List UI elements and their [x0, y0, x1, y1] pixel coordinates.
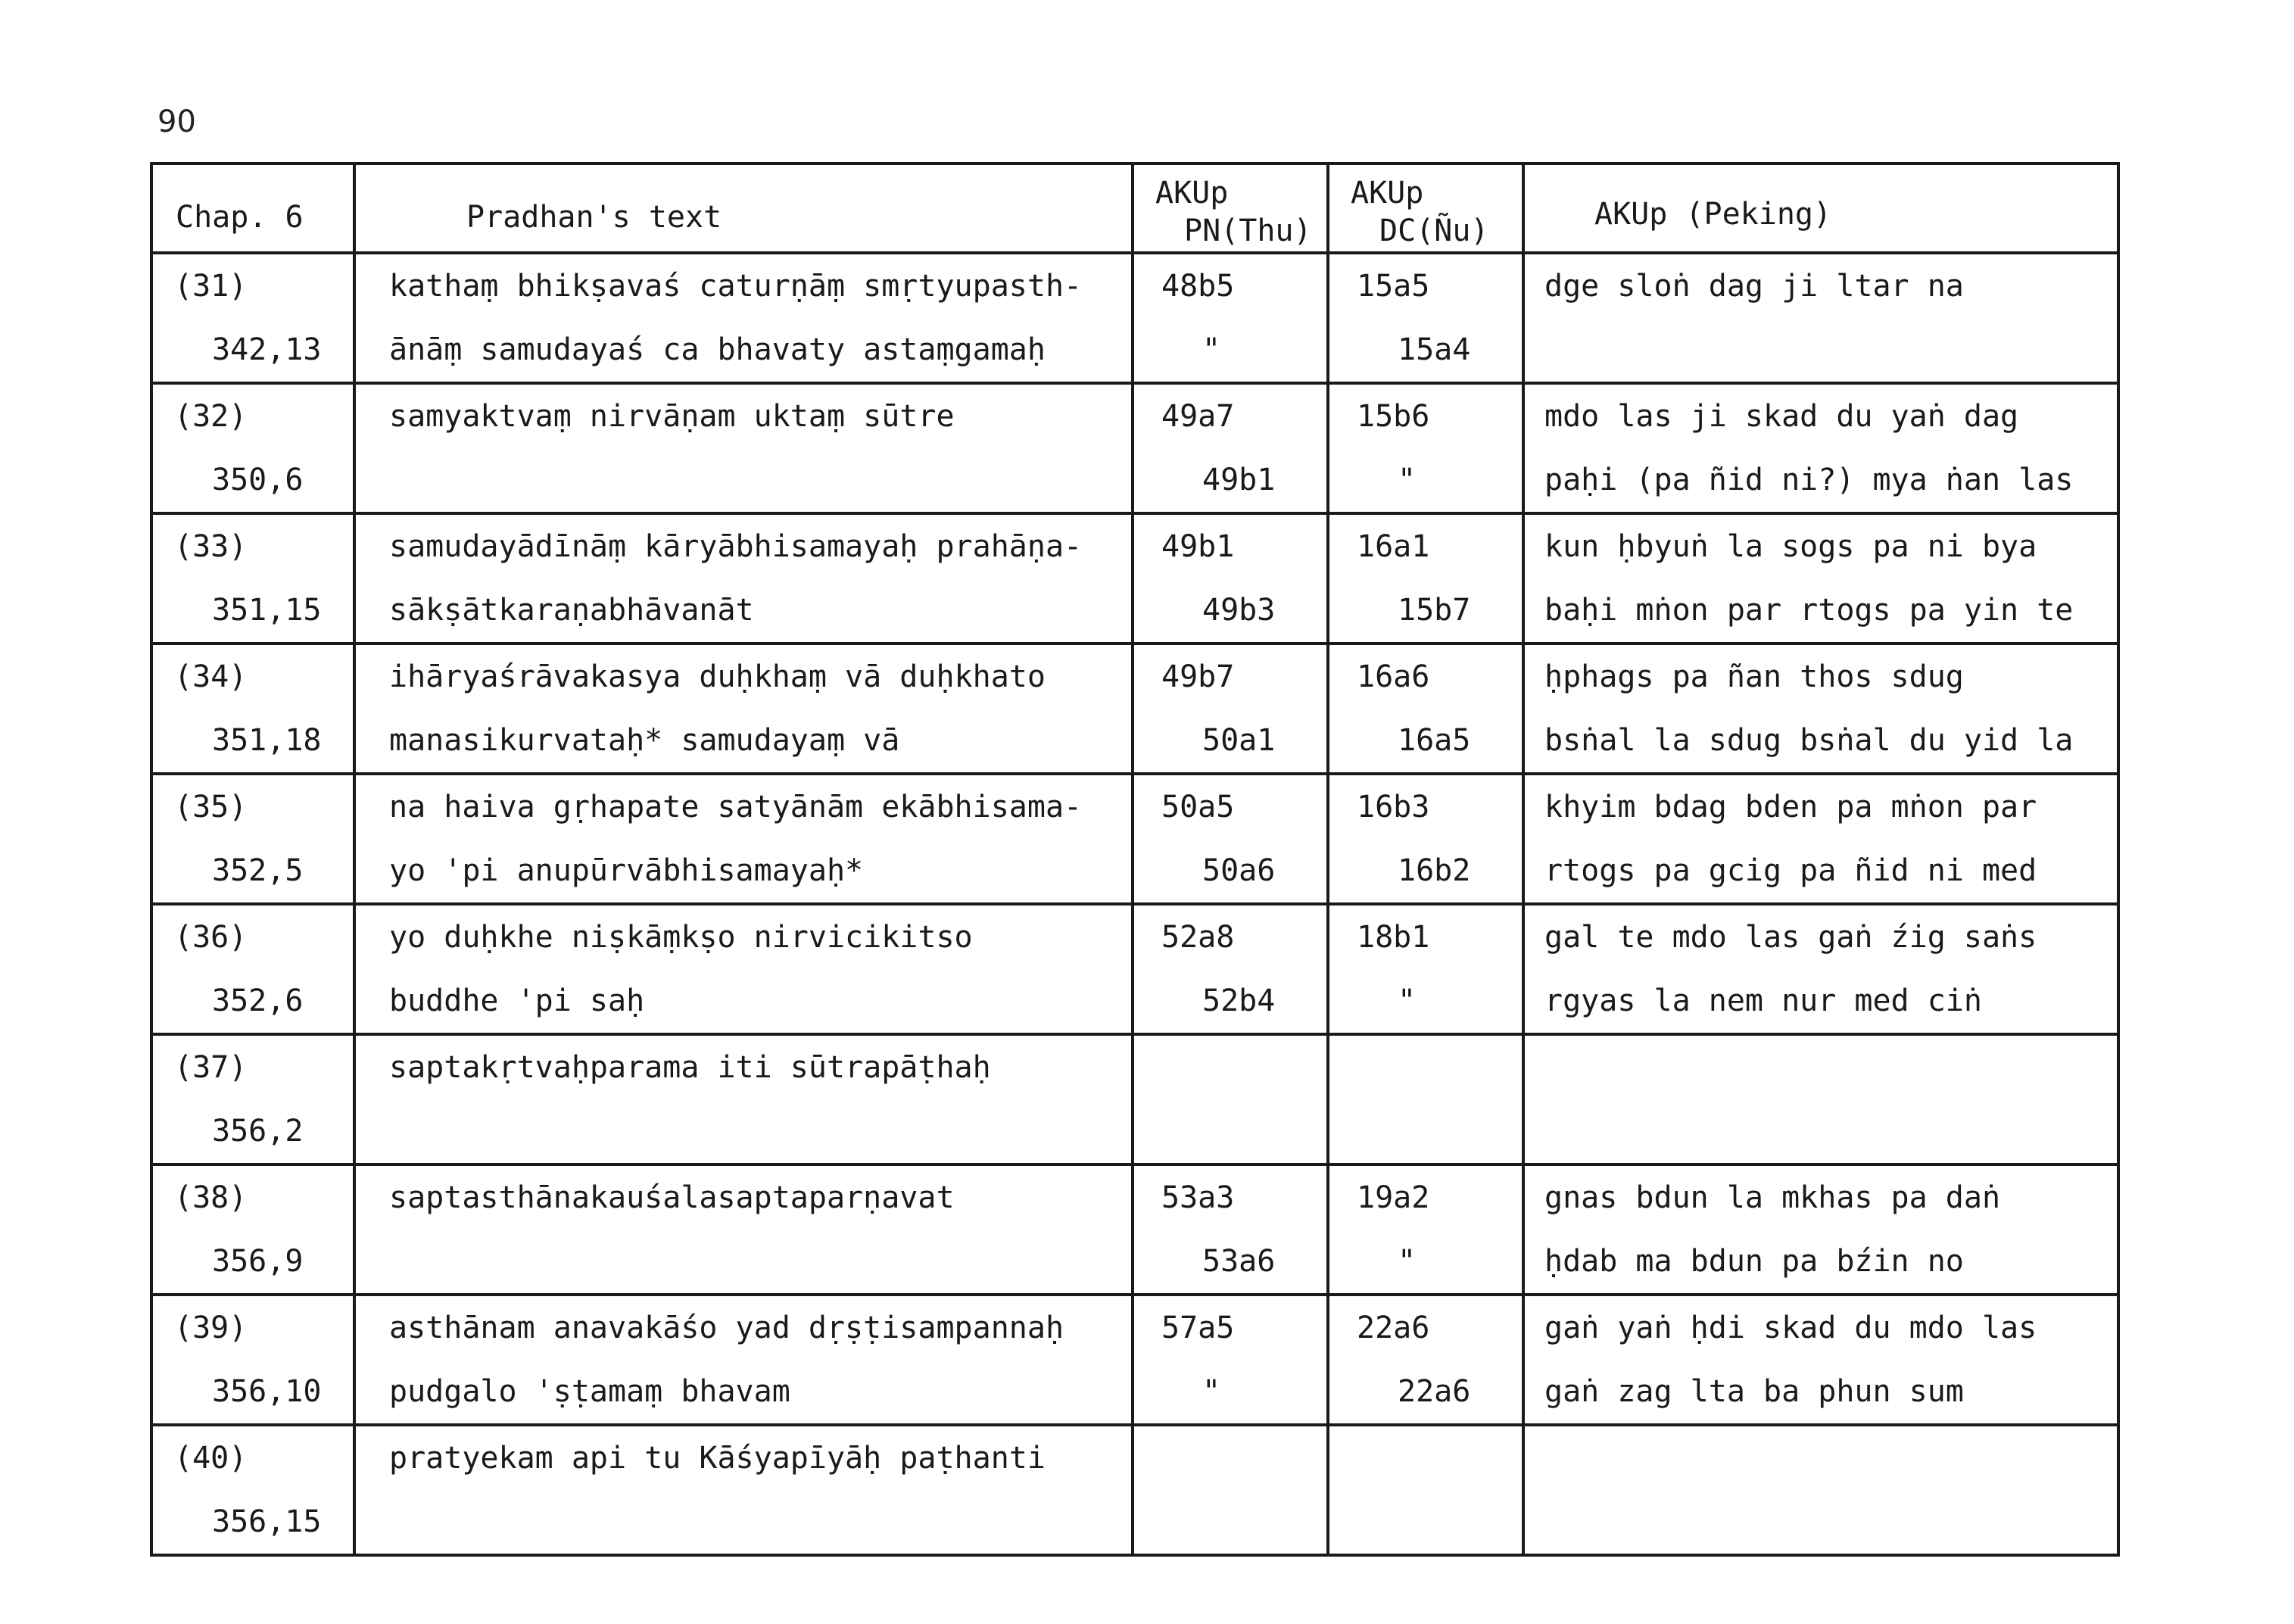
pradhan-text-line: na haiva gṛhapate satyānām ekābhisama-	[389, 790, 1083, 824]
page-reference: 356,9	[212, 1244, 304, 1279]
dc-folio: 22a6	[1398, 1374, 1471, 1409]
pradhan-text-cell	[354, 383, 1133, 513]
page-reference: 351,18	[212, 723, 322, 758]
pn-cell	[1133, 1295, 1328, 1425]
dc-folio: 16a1	[1357, 529, 1430, 564]
chapter-cell	[151, 904, 354, 1034]
dc-cell	[1328, 253, 1523, 383]
page-number: 90	[157, 104, 196, 139]
pn-folio: "	[1202, 332, 1221, 367]
header-dc	[1329, 165, 1522, 250]
chapter-cell	[151, 1425, 354, 1555]
pradhan-text-line	[356, 1230, 1131, 1293]
peking-cell	[1523, 253, 2118, 383]
entry-number: (39)	[174, 1311, 248, 1345]
chapter-cell	[151, 1295, 354, 1425]
dc-cell	[1328, 774, 1523, 904]
chapter-cell	[151, 644, 354, 774]
pradhan-text-cell	[354, 644, 1133, 774]
chapter-cell	[151, 774, 354, 904]
pradhan-text-line: samyaktvaṃ nirvāṇam uktaṃ sūtre	[389, 399, 955, 434]
pradhan-text-line: yo duḥkhe niṣkāṃkṣo nirvicikitso	[389, 920, 973, 955]
pradhan-text-line: samudayādīnāṃ kāryābhisamayaḥ prahāṇa-	[389, 529, 1083, 564]
peking-text-line: ḥphags pa ñan thos sdug	[1544, 659, 1964, 694]
peking-cell	[1523, 513, 2118, 644]
peking-cell	[1523, 1164, 2118, 1295]
page-reference: 342,13	[212, 332, 322, 367]
table-row	[151, 383, 2118, 513]
pn-folio: 49b7	[1161, 659, 1235, 694]
dc-folio: "	[1398, 983, 1417, 1018]
pradhan-text-line: kathaṃ bhikṣavaś caturṇāṃ smṛtyupasth-	[389, 269, 1083, 304]
pn-folio: 49b1	[1202, 463, 1276, 497]
header-pn-cell	[1133, 164, 1328, 253]
table-row	[151, 904, 2118, 1034]
chapter-cell	[151, 1164, 354, 1295]
pn-folio: 53a6	[1202, 1244, 1276, 1279]
dc-folio: "	[1398, 463, 1417, 497]
header-chap: Chap. 6	[176, 200, 304, 235]
table-row	[151, 774, 2118, 904]
chapter-cell	[151, 383, 354, 513]
pn-cell	[1133, 1164, 1328, 1295]
pradhan-text-line: buddhe 'pi saḥ	[389, 983, 645, 1018]
pn-folio: 50a1	[1202, 723, 1276, 758]
pradhan-text-cell	[354, 774, 1133, 904]
peking-text-line: khyim bdag bden pa mṅon par	[1544, 790, 2037, 824]
pradhan-text-line	[356, 448, 1131, 512]
dc-cell	[1328, 904, 1523, 1034]
dc-folio	[1329, 1099, 1522, 1163]
peking-text-line: paḥi (pa ñid ni?) mya ṅan las	[1544, 463, 2074, 497]
entry-number: (35)	[174, 790, 248, 824]
dc-folio: 15a5	[1357, 269, 1430, 304]
dc-folio: 15a4	[1398, 332, 1471, 367]
entry-number: (40)	[174, 1441, 248, 1476]
peking-text-line: dge sloṅ dag ji ltar na	[1544, 269, 1964, 304]
page-reference: 350,6	[212, 463, 304, 497]
pradhan-text-cell	[354, 253, 1133, 383]
table-row	[151, 1425, 2118, 1555]
pn-folio	[1134, 1099, 1326, 1163]
pn-folio: 49b1	[1161, 529, 1235, 564]
peking-text-line: kun ḥbyuṅ la sogs pa ni bya	[1544, 529, 2037, 564]
peking-text-line: gaṅ zag lta ba phun sum	[1544, 1374, 1964, 1409]
header-peking-cell	[1523, 164, 2118, 253]
pn-folio: 52a8	[1161, 920, 1235, 955]
page-reference: 356,15	[212, 1504, 322, 1539]
dc-folio: 15b6	[1357, 399, 1430, 434]
header-text: Pradhan's text	[466, 200, 722, 235]
dc-folio: 16a6	[1357, 659, 1430, 694]
pn-cell	[1133, 383, 1328, 513]
table-row	[151, 1295, 2118, 1425]
pn-folio: 50a5	[1161, 790, 1235, 824]
pn-folio: 52b4	[1202, 983, 1276, 1018]
dc-cell	[1328, 513, 1523, 644]
chapter-cell	[151, 1034, 354, 1164]
peking-cell	[1523, 1295, 2118, 1425]
pn-folio	[1134, 1036, 1326, 1099]
pn-folio: "	[1202, 1374, 1221, 1409]
dc-cell	[1328, 1425, 1523, 1555]
pn-folio: 57a5	[1161, 1311, 1235, 1345]
dc-folio: 22a6	[1357, 1311, 1430, 1345]
pradhan-text-line: saptasthānakauśalasaptaparṇavat	[389, 1180, 955, 1215]
pn-folio: 53a3	[1161, 1180, 1235, 1215]
header-peking: AKUp (Peking)	[1594, 197, 1832, 232]
pn-cell	[1133, 1034, 1328, 1164]
pradhan-text-line: ānāṃ samudayaś ca bhavaty astaṃgamaḥ	[389, 332, 1046, 367]
dc-folio: 15b7	[1398, 593, 1471, 628]
pradhan-text-cell	[354, 1034, 1133, 1164]
header-dc-line1: AKUp	[1351, 176, 1424, 210]
peking-cell	[1523, 644, 2118, 774]
peking-cell	[1523, 383, 2118, 513]
pradhan-text-cell	[354, 513, 1133, 644]
dc-folio	[1329, 1490, 1522, 1554]
header-pn-line1: AKUp	[1155, 176, 1229, 210]
header-text-cell	[354, 164, 1133, 253]
pradhan-text-line: ihāryaśrāvakasya duḥkhaṃ vā duḥkhato	[389, 659, 1046, 694]
table-row	[151, 253, 2118, 383]
page-reference: 356,10	[212, 1374, 322, 1409]
dc-folio: 18b1	[1357, 920, 1430, 955]
pn-folio: 49b3	[1202, 593, 1276, 628]
peking-text-line: bsṅal la sdug bsṅal du yid la	[1544, 723, 2074, 758]
dc-cell	[1328, 1295, 1523, 1425]
peking-cell	[1523, 1034, 2118, 1164]
dc-folio: 16b3	[1357, 790, 1430, 824]
page-reference: 356,2	[212, 1114, 304, 1149]
dc-cell	[1328, 644, 1523, 774]
pradhan-text-line: asthānam anavakāśo yad dṛṣṭisampannaḥ	[389, 1311, 1064, 1345]
peking-text-line: gaṅ yaṅ ḥdi skad du mdo las	[1544, 1311, 2037, 1345]
entry-number: (32)	[174, 399, 248, 434]
pradhan-text-line	[356, 1099, 1131, 1163]
pradhan-text-line	[356, 1490, 1131, 1554]
peking-text-line: mdo las ji skad du yaṅ dag	[1544, 399, 2019, 434]
pradhan-text-cell	[354, 1425, 1133, 1555]
peking-cell	[1523, 1425, 2118, 1555]
peking-text-line	[1525, 1036, 2117, 1099]
peking-text-line	[1525, 1099, 2117, 1163]
dc-folio	[1329, 1036, 1522, 1099]
table-body	[151, 164, 2118, 1555]
dc-cell	[1328, 383, 1523, 513]
pn-cell	[1133, 774, 1328, 904]
dc-folio	[1329, 1426, 1522, 1490]
pn-cell	[1133, 253, 1328, 383]
header-chap-cell	[151, 164, 354, 253]
dc-folio: "	[1398, 1244, 1417, 1279]
chapter-cell	[151, 513, 354, 644]
concordance-table	[150, 162, 2120, 1557]
pradhan-text-line: pudgalo 'ṣṭamaṃ bhavam	[389, 1374, 790, 1409]
pradhan-text-line: yo 'pi anupūrvābhisamayaḥ*	[389, 853, 864, 888]
entry-number: (36)	[174, 920, 248, 955]
peking-text-line: baḥi mṅon par rtogs pa yin te	[1544, 593, 2074, 628]
header-pn-line2: PN(Thu)	[1184, 214, 1312, 248]
pradhan-text-line: manasikurvataḥ* samudayaṃ vā	[389, 723, 900, 758]
entry-number: (38)	[174, 1180, 248, 1215]
table-row	[151, 1164, 2118, 1295]
page-reference: 351,15	[212, 593, 322, 628]
peking-text-line: rgyas la nem nur med ciṅ	[1544, 983, 1982, 1018]
pn-cell	[1133, 644, 1328, 774]
dc-cell	[1328, 1034, 1523, 1164]
peking-text-line	[1525, 1426, 2117, 1490]
table-row	[151, 1034, 2118, 1164]
page-reference: 352,5	[212, 853, 304, 888]
peking-text-line	[1525, 318, 2117, 382]
pn-cell	[1133, 513, 1328, 644]
peking-text-line: gnas bdun la mkhas pa daṅ	[1544, 1180, 2001, 1215]
header-dc-cell	[1328, 164, 1523, 253]
pradhan-text-cell	[354, 904, 1133, 1034]
peking-text-line: ḥdab ma bdun pa bźin no	[1544, 1244, 1964, 1279]
dc-folio: 19a2	[1357, 1180, 1430, 1215]
dc-cell	[1328, 1164, 1523, 1295]
pn-folio: 48b5	[1161, 269, 1235, 304]
peking-text-line	[1525, 1490, 2117, 1554]
peking-cell	[1523, 774, 2118, 904]
pn-folio: 49a7	[1161, 399, 1235, 434]
pradhan-text-line: pratyekam api tu Kāśyapīyāḥ paṭhanti	[389, 1441, 1046, 1476]
pradhan-text-line: saptakṛtvaḥparama iti sūtrapāṭhaḥ	[389, 1050, 991, 1085]
pn-cell	[1133, 1425, 1328, 1555]
peking-cell	[1523, 904, 2118, 1034]
table-row	[151, 644, 2118, 774]
entry-number: (33)	[174, 529, 248, 564]
pn-folio	[1134, 1426, 1326, 1490]
dc-folio: 16b2	[1398, 853, 1471, 888]
pradhan-text-cell	[354, 1295, 1133, 1425]
header-dc-line2: DC(Ñu)	[1379, 214, 1489, 248]
chapter-cell	[151, 253, 354, 383]
pn-folio: 50a6	[1202, 853, 1276, 888]
pn-cell	[1133, 904, 1328, 1034]
peking-text-line: rtogs pa gcig pa ñid ni med	[1544, 853, 2037, 888]
pradhan-text-cell	[354, 1164, 1133, 1295]
entry-number: (37)	[174, 1050, 248, 1085]
entry-number: (31)	[174, 269, 248, 304]
page-reference: 352,6	[212, 983, 304, 1018]
pn-folio	[1134, 1490, 1326, 1554]
header-row	[151, 164, 2118, 253]
table-row	[151, 513, 2118, 644]
pradhan-text-line: sākṣātkaraṇabhāvanāt	[389, 593, 754, 628]
dc-folio: 16a5	[1398, 723, 1471, 758]
header-pn	[1134, 165, 1326, 250]
entry-number: (34)	[174, 659, 248, 694]
peking-text-line: gal te mdo las gaṅ źig saṅs	[1544, 920, 2037, 955]
